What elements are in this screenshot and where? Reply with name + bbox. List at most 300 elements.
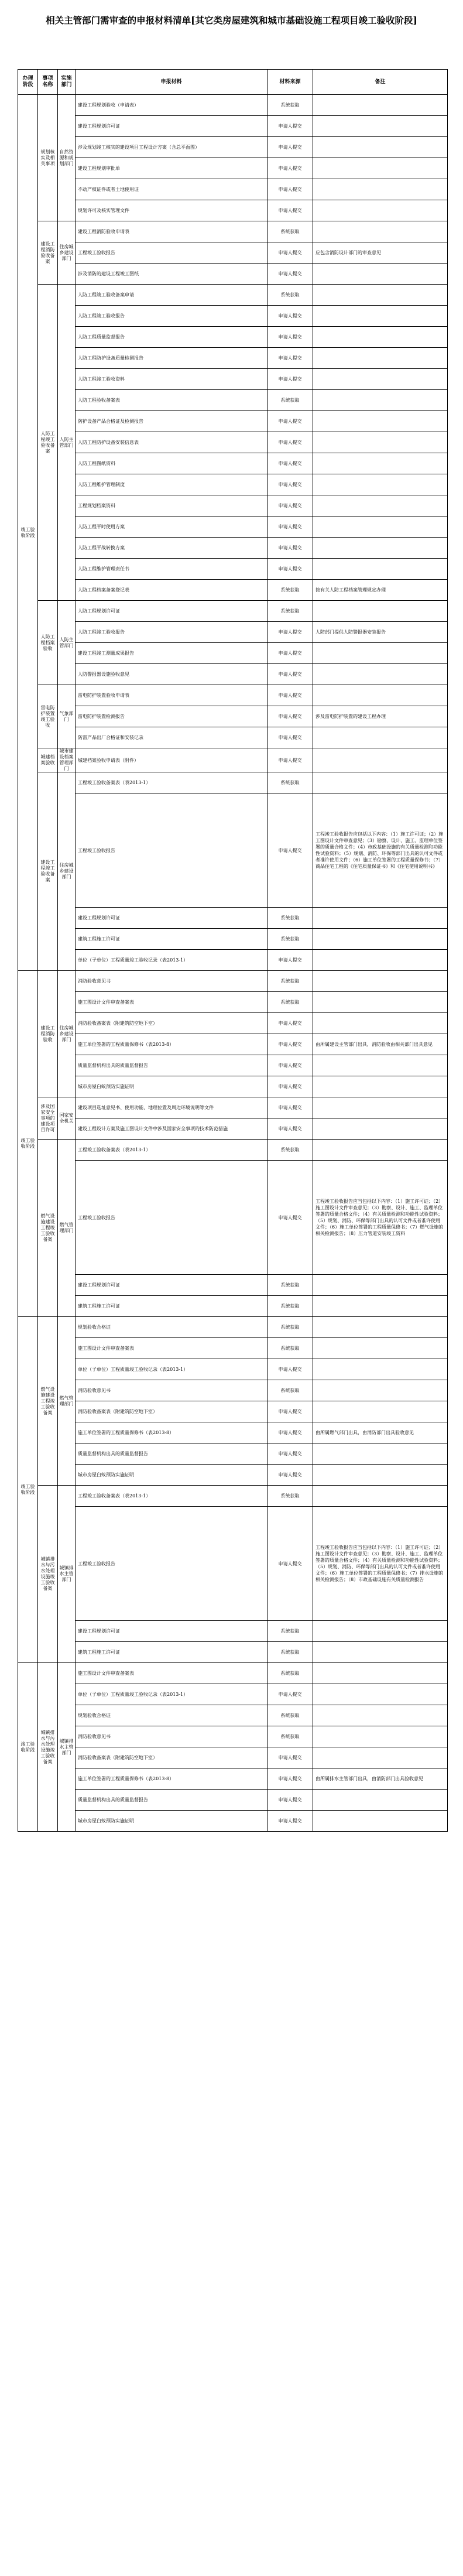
material-cell: 雷电防护装置验收申请表	[76, 685, 267, 706]
table-row	[18, 1296, 448, 1317]
table-row	[18, 1338, 448, 1359]
dept-cell: 住房城乡建设部门	[58, 772, 76, 971]
note-cell	[313, 1443, 448, 1465]
table-row	[18, 348, 448, 369]
source-cell: 申请人提交	[267, 1422, 313, 1443]
item-name-cell: 人防工程档案验收	[38, 601, 58, 685]
note-cell	[313, 1296, 448, 1317]
note-cell	[313, 264, 448, 285]
source-cell: 申请人提交	[267, 664, 313, 685]
material-cell: 建设工程竣工测量成果报告	[76, 643, 267, 664]
material-cell: 人防工程维护管理制度	[76, 474, 267, 495]
source-cell: 系统获取	[267, 1338, 313, 1359]
note-cell: 工程竣工验收报告应当包括以下内容：（1）施工许可证；（2）施工图设计文件审查意见；（3）勘察、设计、施工、监理单位签署的质量合格文件；（4）有关质量检测和功能性试验资料；（5）规划、消防、环保等部门出具的认可文件或者准许使用文件；（6）施工单位签署的工程质量保修书；（7）燃气设施的相关检测报告；（8）压力管道安装竣工资料	[313, 1161, 448, 1275]
note-cell	[313, 1465, 448, 1486]
material-cell: 建筑工程施工许可证	[76, 1642, 267, 1663]
material-cell: 防护设备产品合格证及检测报告	[76, 411, 267, 432]
source-cell: 申请人提交	[267, 538, 313, 559]
source-cell: 申请人提交	[267, 348, 313, 369]
dept-cell: 气象部门	[58, 685, 76, 748]
source-cell: 系统获取	[267, 1726, 313, 1747]
table-row	[18, 1380, 448, 1401]
source-cell: 申请人提交	[267, 1034, 313, 1055]
item-name-cell: 建设工程消防验收备案	[38, 221, 58, 285]
material-cell: 消防验收备案表（附建筑防空地下室）	[76, 1013, 267, 1034]
note-cell	[313, 285, 448, 306]
table-row	[18, 453, 448, 474]
table-row	[18, 432, 448, 453]
material-cell: 建设工程设计方案及施工图设计文件中涉及国家安全事项的技术防范措施	[76, 1118, 267, 1140]
source-cell: 申请人提交	[267, 1118, 313, 1140]
materials-table	[18, 69, 448, 1832]
source-cell: 系统获取	[267, 1621, 313, 1642]
item-name-cell: 燃气设施建设工程竣工验收备案	[38, 1140, 58, 1317]
note-cell	[313, 1359, 448, 1380]
note-cell	[313, 1140, 448, 1161]
table-row	[18, 1621, 448, 1642]
table-row	[18, 369, 448, 390]
material-cell: 人防工程验收备案表	[76, 390, 267, 411]
source-cell: 申请人提交	[267, 1359, 313, 1380]
material-cell: 工程竣工验收报告	[76, 1507, 267, 1621]
table-row	[18, 242, 448, 264]
table-row	[18, 793, 448, 908]
source-cell: 申请人提交	[267, 453, 313, 474]
material-cell: 不动产权证件或者土地使用证	[76, 179, 267, 200]
note-cell	[313, 950, 448, 971]
table-row	[18, 1055, 448, 1076]
note-cell	[313, 116, 448, 137]
material-cell: 人防工程档案备案登记表	[76, 580, 267, 601]
header-item: 事项名称	[38, 70, 58, 95]
material-cell: 工程竣工验收报告	[76, 242, 267, 264]
material-cell: 消防验收备案表（附建筑防空地下室）	[76, 1401, 267, 1422]
source-cell: 申请人提交	[267, 432, 313, 453]
material-cell: 建筑工程施工许可证	[76, 1296, 267, 1317]
material-cell: 消防验收意见书	[76, 1726, 267, 1747]
table-row	[18, 1486, 448, 1507]
note-cell	[313, 369, 448, 390]
table-body	[18, 95, 448, 1832]
note-cell	[313, 772, 448, 793]
material-cell: 工程竣工验收报告	[76, 793, 267, 908]
material-cell: 施工图设计文件审查备案表	[76, 992, 267, 1013]
table-row	[18, 179, 448, 200]
note-cell: 应包含消防设计部门的审查意见	[313, 242, 448, 264]
material-cell: 建设项目选址意见书、使用功能、地理位置及周边环境说明等文件	[76, 1097, 267, 1118]
note-cell	[313, 559, 448, 580]
material-cell: 工程竣工验收备案表（表2013-1）	[76, 1140, 267, 1161]
note-cell	[313, 1684, 448, 1705]
note-cell	[313, 495, 448, 516]
material-cell: 质量监督机构出具的质量监督报告	[76, 1443, 267, 1465]
material-cell: 施工单位签署的工程质量保修书（表2013-8）	[76, 1034, 267, 1055]
material-cell: 建设工程规划许可证	[76, 116, 267, 137]
source-cell: 申请人提交	[267, 200, 313, 221]
source-cell: 申请人提交	[267, 264, 313, 285]
table-row	[18, 1663, 448, 1684]
source-cell: 申请人提交	[267, 495, 313, 516]
material-cell: 人防警报器设施验收意见	[76, 664, 267, 685]
note-cell	[313, 1811, 448, 1832]
table-row	[18, 727, 448, 748]
note-cell: 工程竣工验收报告应当包括以下内容：（1）施工许可证；（2）施工图设计文件审查意见；（3）勘察、设计、施工、监理单位签署的质量合格文件；（4）有关质量检测和功能性试验资料；（5）规划、消防、环保等部门出具的认可文件或者准许使用文件；（6）施工单位签署的工程质量保修书；（7）排水设施的相关检测报告；（8）市政基础设施有关质量检测报告	[313, 1507, 448, 1621]
header-dept: 实施部门	[58, 70, 76, 95]
table-row	[18, 516, 448, 538]
material-cell: 建设工程规划许可证	[76, 1621, 267, 1642]
table-row	[18, 1317, 448, 1338]
note-cell	[313, 685, 448, 706]
material-cell: 防雷产品出厂合格证和安装记录	[76, 727, 267, 748]
note-cell	[313, 1642, 448, 1663]
item-name-cell: 建设工程消防验收	[38, 971, 58, 1097]
header-stage: 办理阶段	[18, 70, 38, 95]
source-cell: 申请人提交	[267, 1811, 313, 1832]
source-cell: 申请人提交	[267, 727, 313, 748]
material-cell: 人防工程竣工验收资料	[76, 369, 267, 390]
source-cell: 系统获取	[267, 221, 313, 242]
material-cell: 工程规划档案资料	[76, 495, 267, 516]
item-name-cell: 城镇排水与污水处理设施竣工验收备案	[38, 1663, 58, 1832]
table-row	[18, 221, 448, 242]
source-cell: 申请人提交	[267, 306, 313, 327]
source-cell: 申请人提交	[267, 950, 313, 971]
table-row	[18, 1034, 448, 1055]
material-cell: 质量监督机构出具的质量监督报告	[76, 1790, 267, 1811]
table-row	[18, 772, 448, 793]
table-row	[18, 116, 448, 137]
source-cell: 申请人提交	[267, 516, 313, 538]
source-cell: 系统获取	[267, 971, 313, 992]
source-cell: 申请人提交	[267, 748, 313, 772]
table-row	[18, 664, 448, 685]
material-cell: 消防验收备案表（附建筑防空地下室）	[76, 1747, 267, 1768]
note-cell	[313, 971, 448, 992]
material-cell: 质量监督机构出具的质量监督报告	[76, 1055, 267, 1076]
source-cell: 申请人提交	[267, 1097, 313, 1118]
material-cell: 消防验收意见书	[76, 1380, 267, 1401]
note-cell	[313, 1118, 448, 1140]
table-row	[18, 1118, 448, 1140]
table-row	[18, 580, 448, 601]
material-cell: 人防工程规划许可证	[76, 601, 267, 622]
table-row	[18, 1507, 448, 1621]
table-row	[18, 1140, 448, 1161]
table-row	[18, 706, 448, 727]
source-cell: 申请人提交	[267, 1401, 313, 1422]
material-cell: 建设工程规划审批单	[76, 158, 267, 179]
table-row	[18, 137, 448, 158]
dept-cell: 住房城乡建设部门	[58, 221, 76, 285]
table-row	[18, 992, 448, 1013]
table-row	[18, 622, 448, 643]
table-row	[18, 929, 448, 950]
note-cell	[313, 643, 448, 664]
table-row	[18, 1161, 448, 1275]
source-cell: 申请人提交	[267, 1768, 313, 1790]
source-cell: 系统获取	[267, 992, 313, 1013]
table-row	[18, 971, 448, 992]
table-row	[18, 1747, 448, 1768]
source-cell: 系统获取	[267, 1642, 313, 1663]
source-cell: 申请人提交	[267, 706, 313, 727]
table-row	[18, 908, 448, 929]
material-cell: 人防工程竣工验收备案申请	[76, 285, 267, 306]
dept-cell: 住房城乡建设部门	[58, 971, 76, 1097]
material-cell: 人防工程防护设备质量检测报告	[76, 348, 267, 369]
source-cell: 系统获取	[267, 601, 313, 622]
note-cell: 按有关人防工程档案管理规定办理	[313, 580, 448, 601]
dept-cell: 人防主管部门	[58, 601, 76, 685]
source-cell: 系统获取	[267, 1486, 313, 1507]
material-cell: 人防工程图纸资料	[76, 453, 267, 474]
stage-cell: 竣工验收阶段	[18, 95, 38, 971]
note-cell	[313, 1621, 448, 1642]
material-cell: 建设工程规划验收（申请表）	[76, 95, 267, 116]
material-cell: 人防工程平时使用方案	[76, 516, 267, 538]
material-cell: 人防工程竣工验收报告	[76, 306, 267, 327]
source-cell: 申请人提交	[267, 116, 313, 137]
table-row	[18, 306, 448, 327]
note-cell	[313, 348, 448, 369]
table-row	[18, 327, 448, 348]
material-cell: 施工图设计文件审查备案表	[76, 1338, 267, 1359]
note-cell	[313, 1013, 448, 1034]
item-name-cell: 人防工程竣工验收备案	[38, 285, 58, 601]
source-cell: 申请人提交	[267, 793, 313, 908]
material-cell: 城市房屋白蚁预防实施证明	[76, 1811, 267, 1832]
material-cell: 工程竣工验收备案表（表2013-1）	[76, 1486, 267, 1507]
dept-cell: 城市建设档案管理部门	[58, 748, 76, 772]
material-cell: 人防工程质量监督报告	[76, 327, 267, 348]
note-cell: 由所属建设主管部门出具，消防验收由相关部门出具意见	[313, 1034, 448, 1055]
note-cell: 工程竣工验收报告应包括以下内容：（1）施工许可证；（2）施工图设计文件审查意见；（3）勘察、设计、施工、监理单位签署的质量合格文件；（4）市政基础设施的有关质量检测和功能性试验资料；（5）规划、消防、环保等部门出具的认可文件或者准许使用文件；（6）施工单位签署的工程质量保修书；（7）商品住宅工程的《住宅质量保证书》和《住宅使用说明书》	[313, 793, 448, 908]
table-header-row	[18, 70, 448, 95]
material-cell: 施工单位签署的工程质量保修书（表2013-8）	[76, 1422, 267, 1443]
note-cell	[313, 390, 448, 411]
source-cell: 申请人提交	[267, 1790, 313, 1811]
note-cell	[313, 1275, 448, 1296]
source-cell: 申请人提交	[267, 1684, 313, 1705]
dept-cell: 国家安全机关	[58, 1097, 76, 1140]
note-cell	[313, 992, 448, 1013]
source-cell: 系统获取	[267, 908, 313, 929]
note-cell	[313, 221, 448, 242]
source-cell: 申请人提交	[267, 158, 313, 179]
source-cell: 系统获取	[267, 929, 313, 950]
material-cell: 建筑工程施工许可证	[76, 929, 267, 950]
note-cell	[313, 1055, 448, 1076]
table-row	[18, 411, 448, 432]
dept-cell: 人防主管部门	[58, 285, 76, 601]
table-row	[18, 1359, 448, 1380]
note-cell	[313, 748, 448, 772]
source-cell: 申请人提交	[267, 242, 313, 264]
table-row	[18, 1401, 448, 1422]
note-cell	[313, 411, 448, 432]
note-cell	[313, 664, 448, 685]
table-row	[18, 1422, 448, 1443]
note-cell	[313, 1486, 448, 1507]
header-source: 材料来源	[267, 70, 313, 95]
source-cell: 申请人提交	[267, 559, 313, 580]
table-row	[18, 1726, 448, 1747]
note-cell	[313, 137, 448, 158]
source-cell: 申请人提交	[267, 622, 313, 643]
table-row	[18, 1790, 448, 1811]
table-row	[18, 390, 448, 411]
note-cell	[313, 200, 448, 221]
source-cell: 系统获取	[267, 1140, 313, 1161]
table-row	[18, 158, 448, 179]
material-cell: 施工图设计文件审查备案表	[76, 1663, 267, 1684]
table-row	[18, 601, 448, 622]
note-cell	[313, 1401, 448, 1422]
source-cell: 系统获取	[267, 285, 313, 306]
table-row	[18, 285, 448, 306]
source-cell: 系统获取	[267, 390, 313, 411]
note-cell	[313, 1726, 448, 1747]
table-row	[18, 1097, 448, 1118]
note-cell	[313, 1338, 448, 1359]
source-cell: 申请人提交	[267, 1747, 313, 1768]
note-cell	[313, 1705, 448, 1726]
table-row	[18, 1443, 448, 1465]
table-row	[18, 1684, 448, 1705]
source-cell: 系统获取	[267, 1705, 313, 1726]
material-cell: 人防工程平战转换方案	[76, 538, 267, 559]
note-cell	[313, 453, 448, 474]
material-cell: 工程竣工验收备案表（表2013-1）	[76, 772, 267, 793]
item-name-cell: 涉及国家安全事项的建设项目许可	[38, 1097, 58, 1140]
note-cell	[313, 601, 448, 622]
material-cell: 建设工程规划许可证	[76, 908, 267, 929]
item-name-cell: 建设工程竣工验收备案	[38, 772, 58, 971]
material-cell: 规划许可及核实管理文件	[76, 200, 267, 221]
material-cell: 人防工程竣工验收报告	[76, 622, 267, 643]
table-row	[18, 495, 448, 516]
stage-cell: 竣工验收阶段	[18, 1317, 38, 1663]
table-row	[18, 538, 448, 559]
note-cell	[313, 1790, 448, 1811]
page-title: 相关主管部门需审查的申报材料清单[其它类房屋建筑和城市基础设施工程项目竣工验收阶段]	[46, 15, 417, 26]
note-cell	[313, 1747, 448, 1768]
source-cell: 申请人提交	[267, 1076, 313, 1097]
dept-cell: 燃气管理部门	[58, 1140, 76, 1317]
source-cell: 系统获取	[267, 1275, 313, 1296]
header-note: 备注	[313, 70, 448, 95]
material-cell: 城市房屋白蚁预防实施证明	[76, 1465, 267, 1486]
note-cell	[313, 327, 448, 348]
material-cell: 规划验收合格证	[76, 1705, 267, 1726]
table-row	[18, 643, 448, 664]
item-name-cell: 城建档案验收	[38, 748, 58, 772]
stage-cell: 竣工验收阶段	[18, 1663, 38, 1832]
table-row	[18, 1465, 448, 1486]
source-cell: 申请人提交	[267, 369, 313, 390]
note-cell	[313, 432, 448, 453]
source-cell: 系统获取	[267, 1663, 313, 1684]
dept-cell: 城镇排水主管部门	[58, 1663, 76, 1832]
material-cell: 城建档案验收申请表（附件）	[76, 748, 267, 772]
table-row	[18, 95, 448, 116]
source-cell: 申请人提交	[267, 179, 313, 200]
source-cell: 系统获取	[267, 1317, 313, 1338]
material-cell: 建设工程规划许可证	[76, 1275, 267, 1296]
material-cell: 工程竣工验收报告	[76, 1161, 267, 1275]
note-cell	[313, 1076, 448, 1097]
table-row	[18, 1275, 448, 1296]
note-cell	[313, 179, 448, 200]
table-row	[18, 200, 448, 221]
note-cell	[313, 95, 448, 116]
source-cell: 申请人提交	[267, 474, 313, 495]
source-cell: 申请人提交	[267, 643, 313, 664]
note-cell: 人防部门提供人防警报器安装报告	[313, 622, 448, 643]
note-cell	[313, 516, 448, 538]
item-name-cell: 规划核实及相关事项	[38, 95, 58, 221]
dept-cell: 燃气管理部门	[58, 1317, 76, 1486]
material-cell: 城市房屋白蚁预防实施证明	[76, 1076, 267, 1097]
source-cell: 申请人提交	[267, 1507, 313, 1621]
note-cell	[313, 929, 448, 950]
table-row	[18, 1705, 448, 1726]
material-cell: 雷电防护装置检测报告	[76, 706, 267, 727]
note-cell	[313, 158, 448, 179]
material-cell: 单位（子单位）工程质量竣工验收记录（表2013-1）	[76, 950, 267, 971]
note-cell: 涉及雷电防护装置的建设工程办理	[313, 706, 448, 727]
note-cell	[313, 538, 448, 559]
source-cell: 系统获取	[267, 580, 313, 601]
table-row	[18, 474, 448, 495]
source-cell: 申请人提交	[267, 411, 313, 432]
source-cell: 申请人提交	[267, 137, 313, 158]
note-cell	[313, 306, 448, 327]
note-cell	[313, 1663, 448, 1684]
table-row	[18, 1013, 448, 1034]
dept-cell: 自然资源和规划部门	[58, 95, 76, 221]
material-cell: 消防验收意见书	[76, 971, 267, 992]
material-cell: 建设工程消防验收申请表	[76, 221, 267, 242]
note-cell	[313, 908, 448, 929]
source-cell: 系统获取	[267, 1380, 313, 1401]
table-row	[18, 950, 448, 971]
source-cell: 申请人提交	[267, 327, 313, 348]
source-cell: 系统获取	[267, 1296, 313, 1317]
source-cell: 申请人提交	[267, 685, 313, 706]
table-row	[18, 1768, 448, 1790]
source-cell: 申请人提交	[267, 1161, 313, 1275]
material-cell: 人防工程维护管理责任书	[76, 559, 267, 580]
table-row	[18, 748, 448, 772]
note-cell	[313, 1380, 448, 1401]
material-cell: 涉及规划竣工核实的建设项目工程设计方案（含总平面图）	[76, 137, 267, 158]
note-cell: 由所属燃气部门出具，由消防部门出具验收意见	[313, 1422, 448, 1443]
item-name-cell: 城镇排水与污水处理设施竣工验收备案	[38, 1486, 58, 1663]
table-row	[18, 1811, 448, 1832]
note-cell	[313, 1317, 448, 1338]
material-cell: 单位（子单位）工程质量竣工验收记录（表2013-1）	[76, 1684, 267, 1705]
stage-cell: 竣工验收阶段	[18, 971, 38, 1317]
material-cell: 人防工程防护设备安装信息表	[76, 432, 267, 453]
note-cell	[313, 1097, 448, 1118]
note-cell	[313, 727, 448, 748]
material-cell: 施工单位签署的工程质量保修书（表2013-8）	[76, 1768, 267, 1790]
source-cell: 系统获取	[267, 772, 313, 793]
table-row	[18, 685, 448, 706]
source-cell: 系统获取	[267, 95, 313, 116]
material-cell: 单位（子单位）工程质量竣工验收记录（表2013-1）	[76, 1359, 267, 1380]
